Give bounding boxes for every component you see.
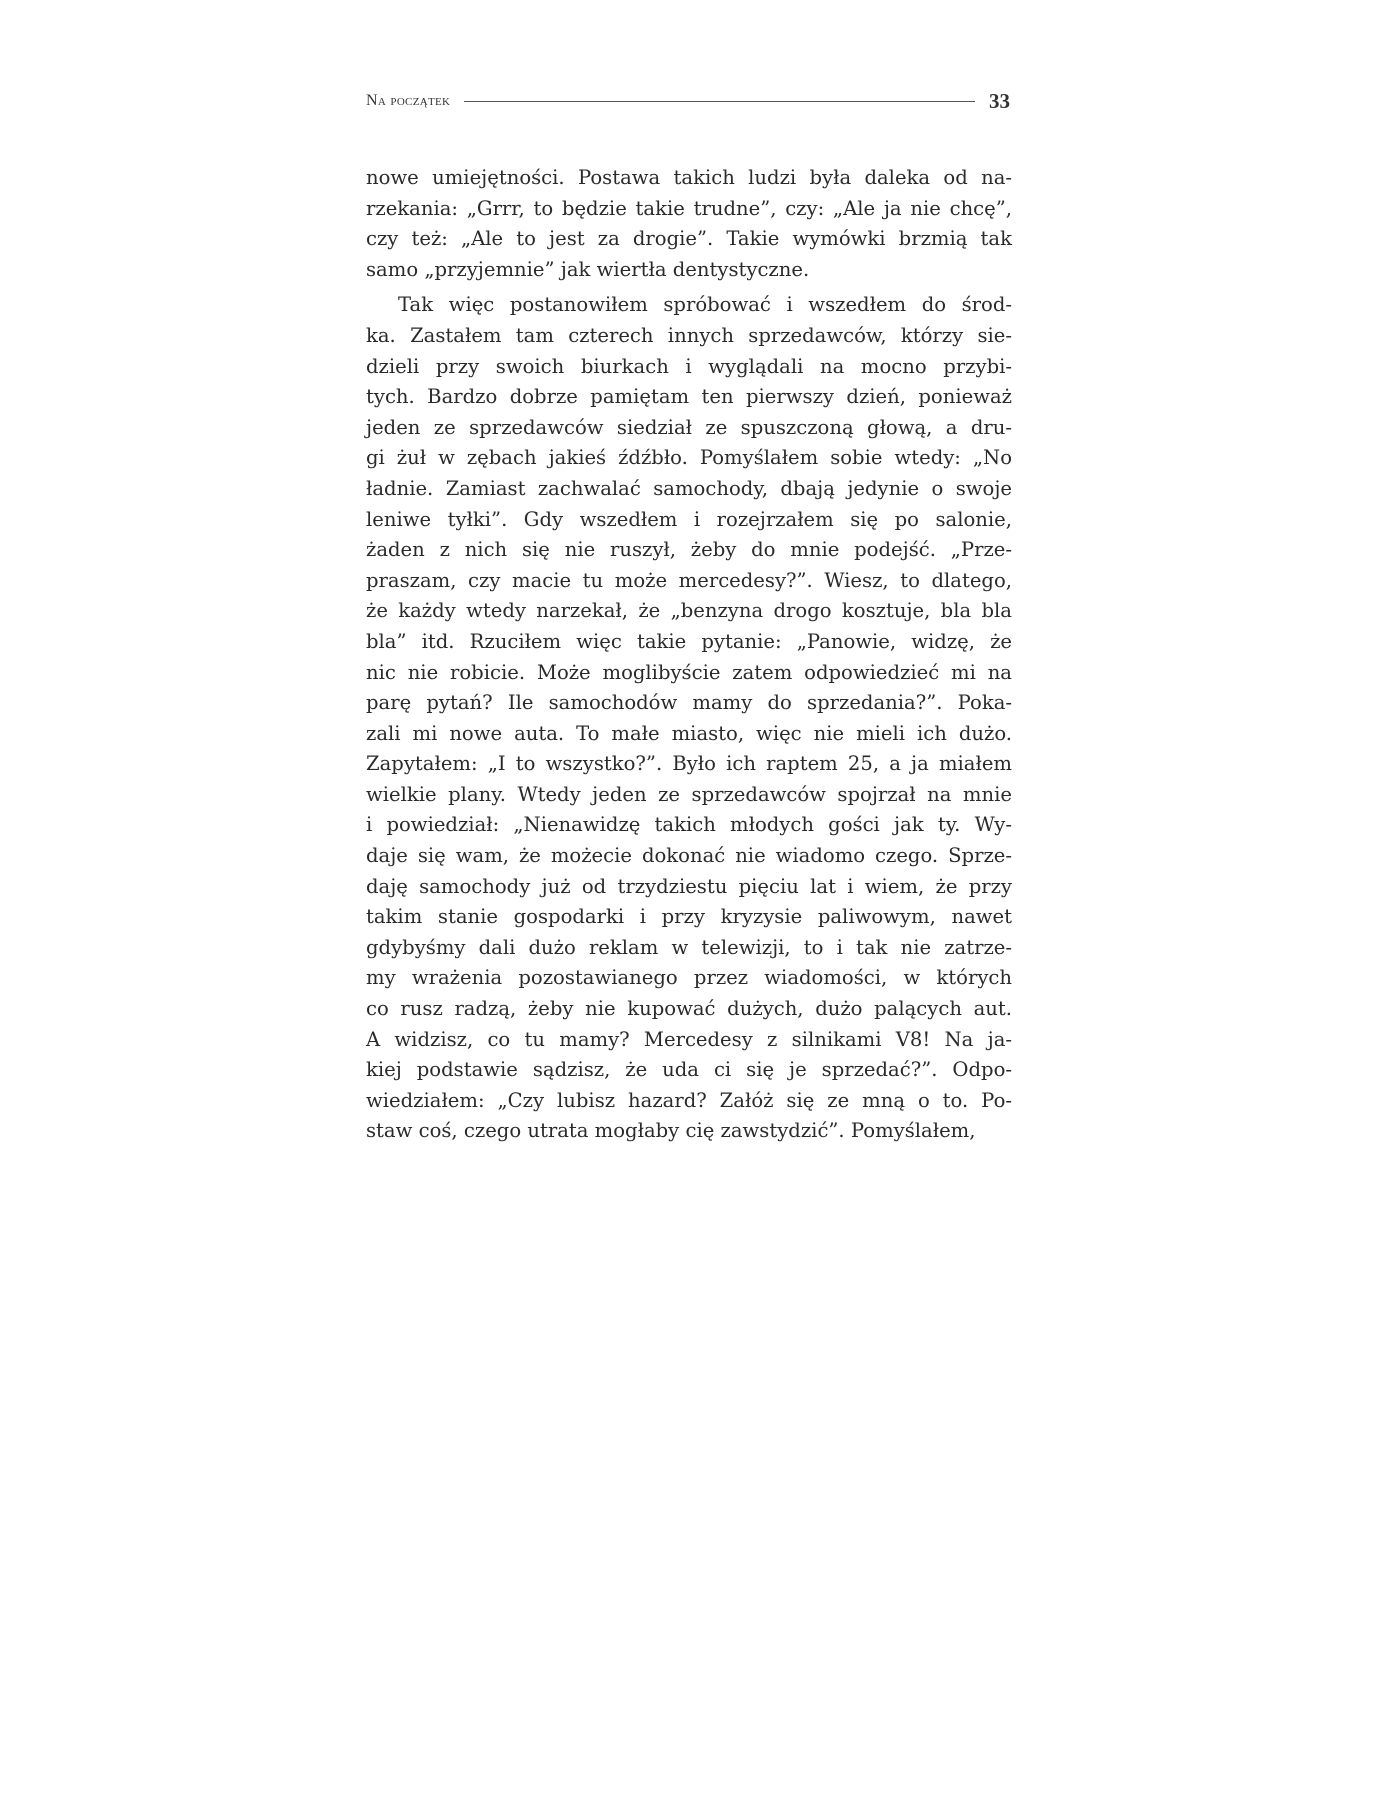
text-line: co rusz radzą, żeby nie kupować dużych, dużo palących aut.	[366, 997, 1012, 1021]
text-line: ka. Zastałem tam czterech innych sprzedawców, którzy sie-	[366, 323, 1012, 347]
text-line: daję samochody już od trzydziestu pięciu lat i wiem, że przy	[366, 874, 1012, 898]
text-line: wielkie plany. Wtedy jeden ze sprzedawców spojrzał na mnie	[366, 782, 1012, 806]
running-header	[366, 86, 1010, 116]
page-number: 33	[989, 88, 1010, 113]
text-line: gi żuł w zębach jakieś źdźbło. Pomyślałem sobie wtedy: „No	[366, 446, 1012, 470]
text-line: leniwe tyłki”. Gdy wszedłem i rozejrzałem się po salonie,	[366, 507, 1012, 531]
text-line: parę pytań? Ile samochodów mamy do sprzedania?”. Poka-	[366, 691, 1012, 715]
running-head-title: Na początek	[366, 92, 451, 109]
text-line: tych. Bardzo dobrze pamiętam ten pierwszy dzień, ponieważ	[366, 385, 1012, 409]
text-line: nowe umiejętności. Postawa takich ludzi była daleka od na-	[366, 166, 1012, 189]
text-line: takim stanie gospodarki i przy kryzysie paliwowym, nawet	[366, 905, 1012, 929]
text-line: jeden ze sprzedawców siedział ze spuszczoną głową, a dru-	[366, 415, 1012, 439]
text-line: czy też: „Ale to jest za drogie”. Takie wymówki brzmią tak	[366, 227, 1012, 251]
text-line: Tak więc postanowiłem spróbować i wszedłem do środ-	[398, 293, 1012, 317]
text-line: nic nie robicie. Może moglibyście zatem odpowiedzieć mi na	[366, 660, 1012, 684]
paragraph	[366, 290, 1012, 1147]
header-rule	[464, 101, 975, 102]
body-text	[366, 163, 1012, 1147]
text-line: ładnie. Zamiast zachwalać samochody, dbają jedynie o swoje	[366, 476, 1012, 500]
paragraph	[366, 163, 1012, 285]
text-line: daje się wam, że możecie dokonać nie wiadomo czego. Sprze-	[366, 844, 1012, 868]
text-line: że każdy wtedy narzekał, że „benzyna drogo kosztuje, bla bla	[366, 599, 1012, 623]
text-line: bla” itd. Rzuciłem więc takie pytanie: „Panowie, widzę, że	[366, 629, 1012, 653]
text-line: kiej podstawie sądzisz, że uda ci się je sprzedać?”. Odpo-	[366, 1058, 1012, 1082]
text-line: samo „przyjemnie” jak wiertła dentystyczne.	[366, 257, 810, 281]
text-line: staw coś, czego utrata mogłaby cię zawstydzić”. Pomyślałem,	[366, 1119, 976, 1143]
text-line: A widzisz, co tu mamy? Mercedesy z silnikami V8! Na ja-	[366, 1027, 1012, 1051]
text-line: gdybyśmy dali dużo reklam w telewizji, to i tak nie zatrze-	[366, 935, 1012, 959]
text-line: my wrażenia pozostawianego przez wiadomości, w których	[366, 966, 1012, 990]
text-line: zali mi nowe auta. To małe miasto, więc nie mieli ich dużo.	[366, 721, 1012, 745]
text-line: i powiedział: „Nienawidzę takich młodych gości jak ty. Wy-	[366, 813, 1012, 837]
text-line: rzekania: „Grrr, to będzie takie trudne”, czy: „Ale ja nie chcę”,	[366, 196, 1012, 220]
text-line: wiedziałem: „Czy lubisz hazard? Załóż się ze mną o to. Po-	[366, 1088, 1012, 1112]
text-line: Zapytałem: „I to wszystko?”. Było ich raptem 25, a ja miałem	[366, 752, 1012, 776]
text-line: dzieli przy swoich biurkach i wyglądali na mocno przybi-	[366, 354, 1012, 378]
text-line: żaden z nich się nie ruszył, żeby do mnie podejść. „Prze-	[366, 538, 1012, 562]
text-line: praszam, czy macie tu może mercedesy?”. Wiesz, to dlatego,	[366, 568, 1012, 592]
